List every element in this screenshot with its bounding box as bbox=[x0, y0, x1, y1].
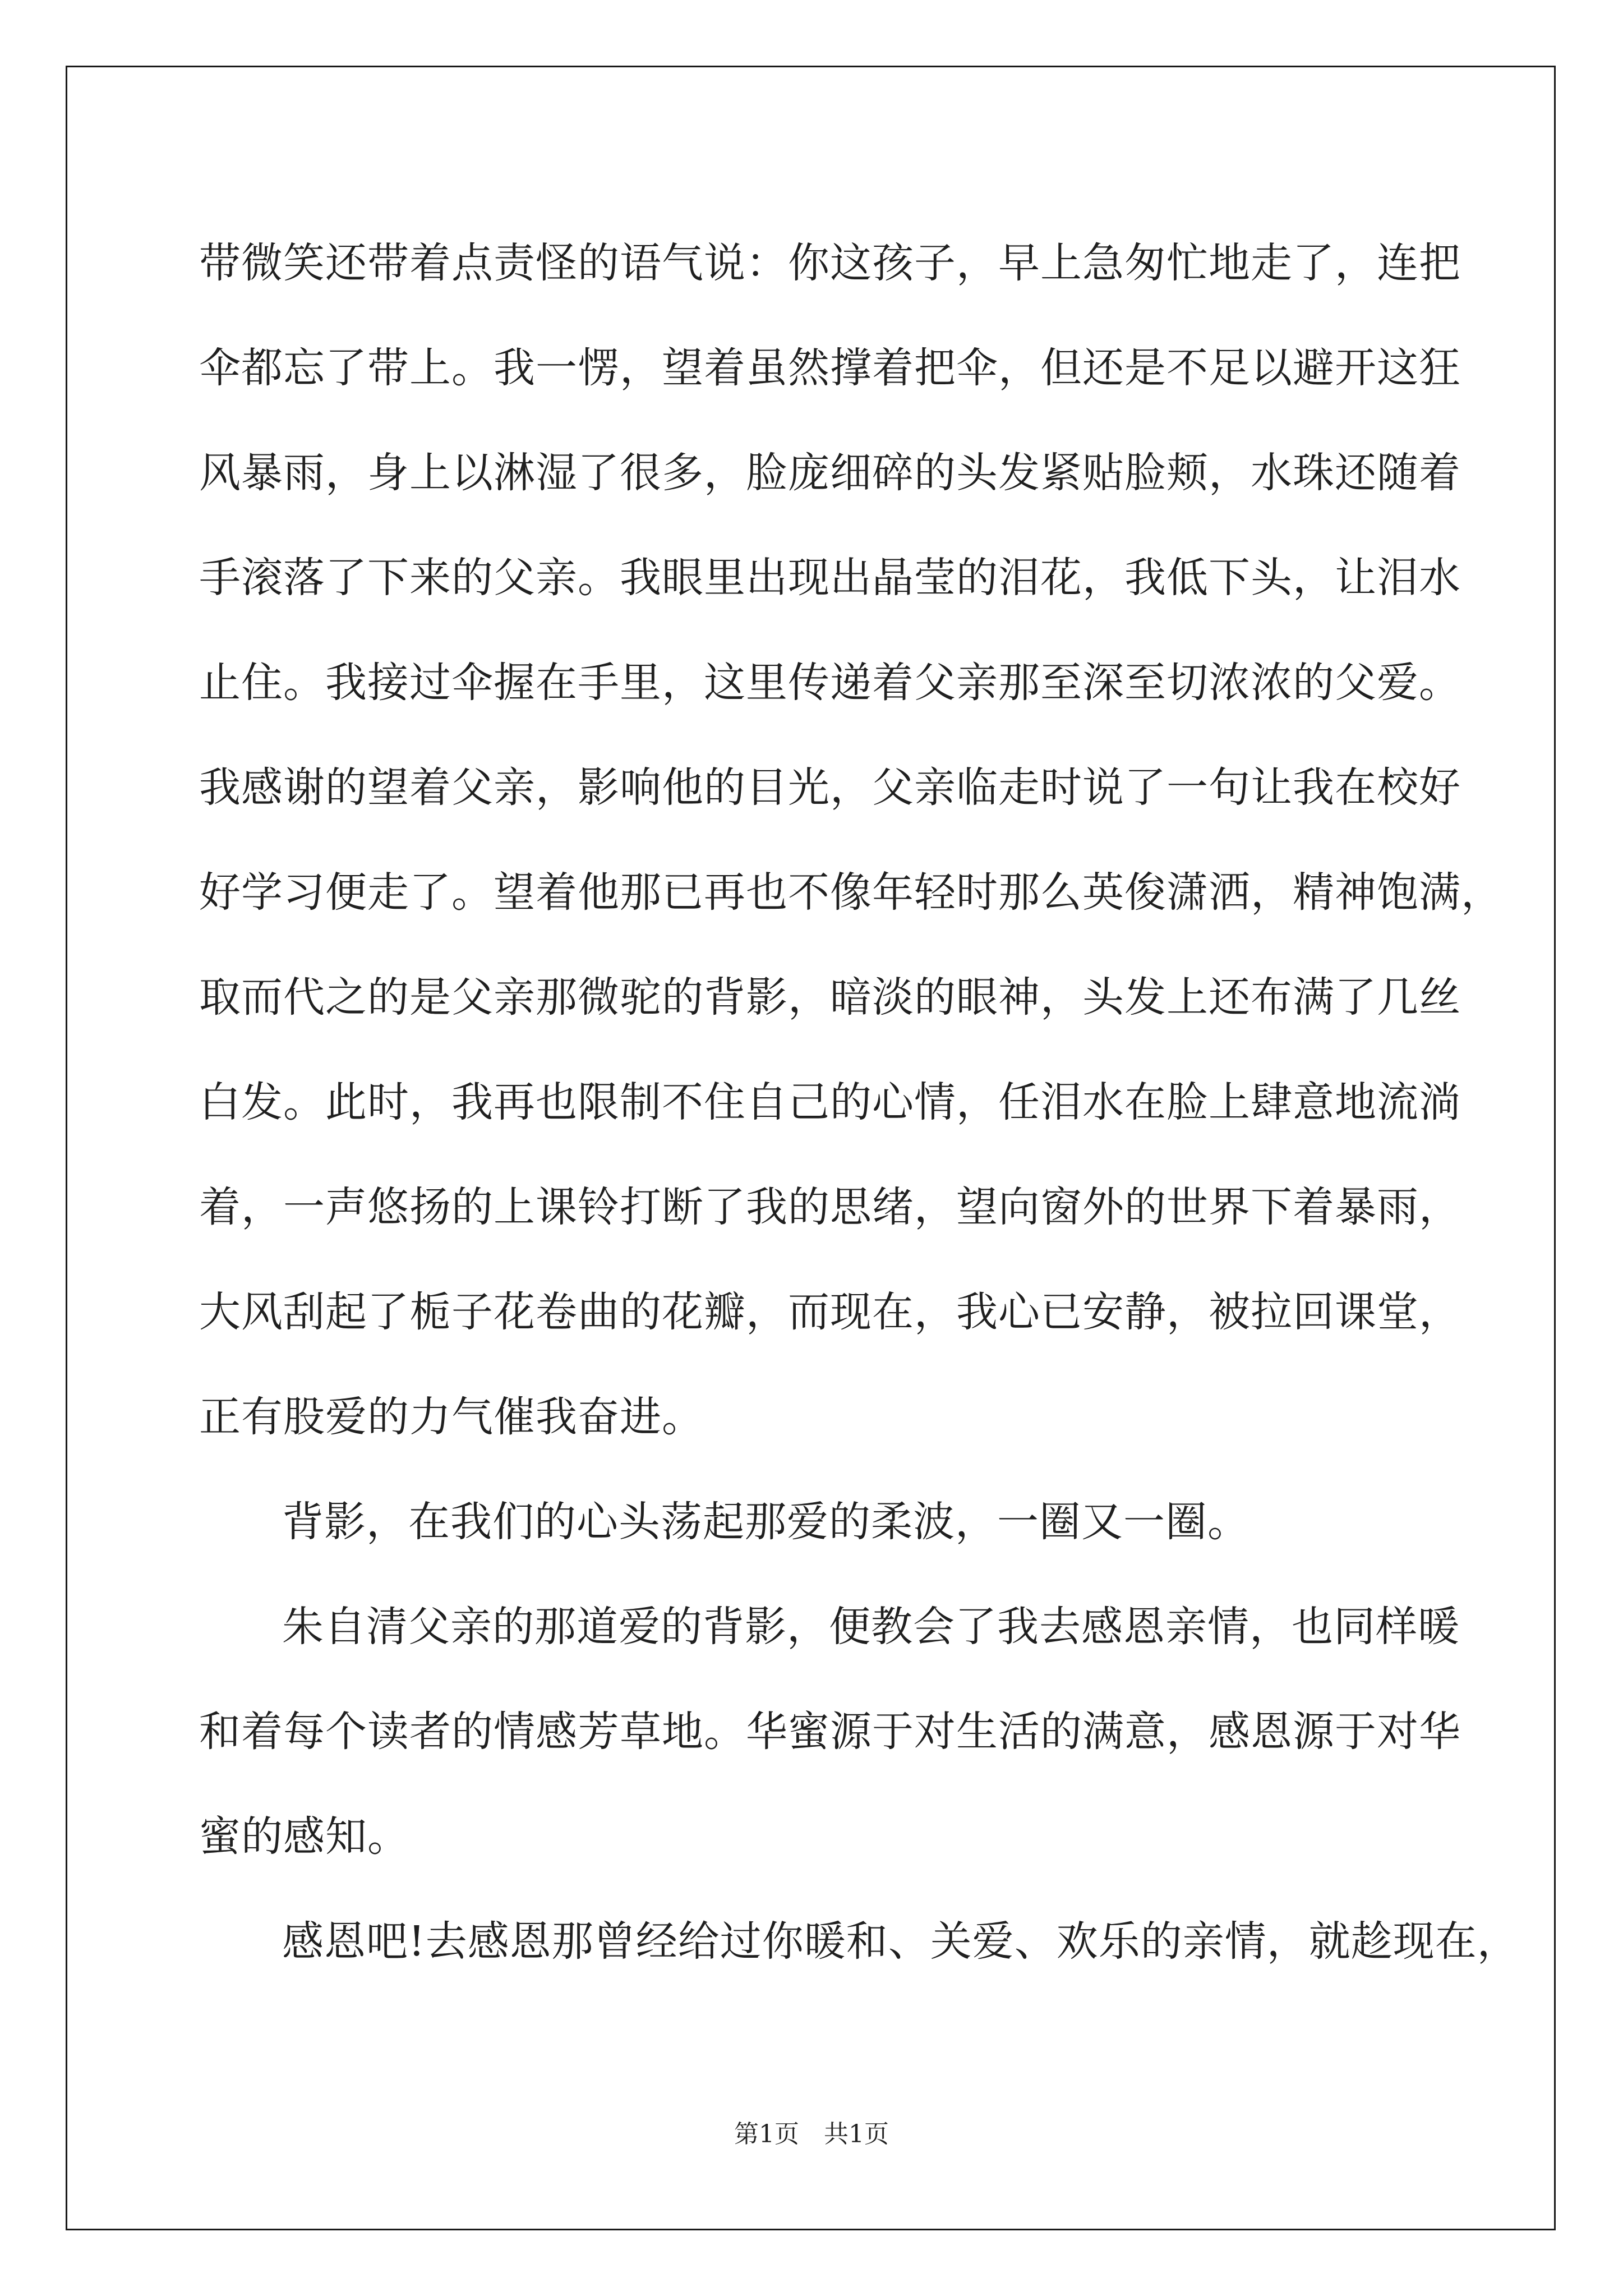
text-line: 带微笑还带着点责怪的语气说：你这孩子，早上急匆忙地走了，连把 bbox=[199, 239, 1461, 287]
text-line: 着，一声悠扬的上课铃打断了我的思绪，望向窗外的世界下着暴雨， bbox=[199, 1183, 1461, 1231]
page-footer bbox=[0, 2118, 1623, 2151]
text-line: 好学习便走了。望着他那已再也不像年轻时那么英俊潇洒，精神饱满， bbox=[199, 868, 1503, 917]
text-line: 取而代之的是父亲那微驼的背影，暗淡的眼神，头发上还布满了几丝 bbox=[199, 973, 1461, 1022]
text-line: 风暴雨，身上以淋湿了很多，脸庞细碎的头发紧贴脸颊，水珠还随着 bbox=[199, 449, 1461, 497]
text-line: 手滚落了下来的父亲。我眼里出现出晶莹的泪花，我低下头，让泪水 bbox=[199, 554, 1461, 602]
text-line: 大风刮起了栀子花卷曲的花瓣，而现在，我心已安静，被拉回课堂， bbox=[199, 1288, 1461, 1336]
text-line: 和着每个读者的情感芳草地。华蜜源于对生活的满意，感恩源于对华 bbox=[199, 1708, 1461, 1756]
page-number: 第1页 共1页 bbox=[734, 2120, 889, 2148]
paragraph-first-line: 朱自清父亲的那道爱的背影，便教会了我去感恩亲情，也同样暖 bbox=[282, 1603, 1460, 1651]
text-line: 伞都忘了带上。我一愣，望着虽然撑着把伞，但还是不足以避开这狂 bbox=[199, 344, 1461, 392]
text-line: 蜜的感知。 bbox=[199, 1812, 409, 1861]
text-line: 止住。我接过伞握在手里，这里传递着父亲那至深至切浓浓的父爱。 bbox=[199, 659, 1461, 707]
paragraph-first-line: 背影，在我们的心头荡起那爱的柔波，一圈又一圈。 bbox=[282, 1498, 1249, 1546]
text-line: 正有股爱的力气催我奋进。 bbox=[199, 1393, 704, 1441]
text-line: 白发。此时，我再也限制不住自己的心情，任泪水在脸上肆意地流淌 bbox=[199, 1078, 1461, 1126]
text-line: 我感谢的望着父亲，影响他的目光，父亲临走时说了一句让我在校好 bbox=[199, 763, 1461, 812]
paragraph-first-line: 感恩吧!去感恩那曾经给过你暖和、关爱、欢乐的亲情，就趁现在， bbox=[282, 1917, 1519, 1966]
document-body bbox=[199, 211, 1519, 1994]
